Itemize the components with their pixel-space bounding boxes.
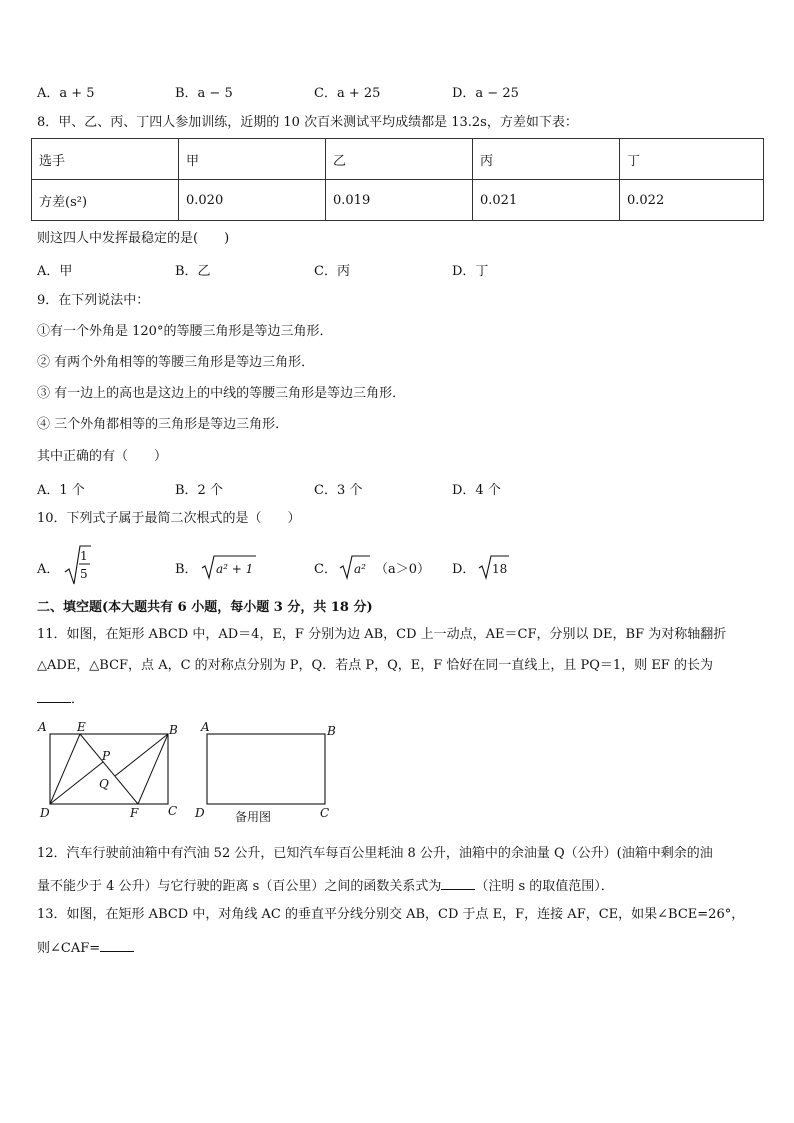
table-row	[32, 180, 764, 221]
q10-option-a-letter: A．	[37, 562, 60, 577]
q8-option-b: B．乙	[175, 264, 211, 279]
q11-line-3-end: ．	[71, 692, 85, 707]
q8-option-a: A．甲	[37, 264, 73, 279]
q10-d-radicand: 18	[492, 562, 508, 576]
table-cell: 0.022	[620, 180, 764, 221]
q13-line-2-text: 则∠CAF=	[37, 941, 101, 956]
q11-line-1: 11．如图，在矩形 ABCD 中，AD＝4，E，F 分别为边 AB，CD 上一动点，AE＝CF，分别以 DE，BF 为对称轴翻折	[37, 627, 727, 642]
answer-blank	[441, 875, 475, 890]
q9-item-2: ② 有两个外角相等的等腰三角形是等边三角形．	[37, 355, 315, 370]
q9-stem: 9．在下列说法中：	[37, 293, 150, 308]
q7-option-b: B．a − 5	[175, 86, 233, 101]
label-c: C	[320, 806, 330, 820]
q12-line-2-a: 量不能少于 4 公升）与它行驶的距离 s（百公里）之间的函数关系式为	[37, 879, 442, 894]
label-d: D	[195, 806, 205, 820]
segment-ef	[80, 734, 138, 804]
q9-item-3: ③ 有一边上的高也是这边上的中线的等腰三角形是等边三角形．	[37, 386, 406, 401]
label-b: B	[169, 723, 178, 737]
q10-option-a-radical	[63, 544, 93, 586]
label-a: A	[201, 720, 210, 734]
q10-option-d-radical	[477, 554, 511, 580]
q11-line-3	[37, 688, 84, 709]
q9-item-4: ④ 三个外角都相等的三角形是等边三角形．	[37, 417, 289, 432]
q12-line-2	[37, 875, 614, 896]
q10-option-b-letter: B．	[175, 562, 198, 577]
q12-line-2-b: （注明 s 的取值范围）．	[475, 879, 614, 894]
q10-c-radicand: a²	[354, 562, 366, 576]
q7-option-a: A．a + 5	[37, 86, 95, 101]
table-cell: 0.021	[473, 180, 620, 221]
label-p: P	[102, 749, 111, 763]
answer-blank	[100, 937, 134, 952]
q7-option-c: C．a + 25	[314, 86, 381, 101]
q10-options	[37, 544, 757, 588]
segment-bf	[138, 734, 168, 804]
table-row	[32, 139, 764, 180]
segment-bq	[115, 734, 168, 776]
q10-option-b-radical	[200, 554, 260, 580]
q7-options	[37, 82, 757, 102]
q11-figure-spare	[193, 718, 343, 826]
q13-line-2	[37, 937, 134, 958]
answer-blank	[37, 688, 71, 703]
label-b: B	[327, 724, 336, 738]
q10-stem: 10．下列式子属于最简二次根式的是（ ）	[37, 511, 301, 526]
label-c: C	[168, 804, 178, 818]
q8-option-c: C．丙	[314, 264, 350, 279]
q10-option-c-radical	[338, 554, 372, 580]
q9-option-a: A．1 个	[37, 483, 85, 498]
label-e: E	[77, 720, 86, 734]
table-cell: 丁	[620, 139, 764, 180]
table-cell: 乙	[326, 139, 473, 180]
variance-table	[31, 138, 764, 221]
section-title: 二、填空题(本大题共有 6 小题，每小题 3 分，共 18 分)	[37, 600, 373, 615]
table-cell: 0.019	[326, 180, 473, 221]
label-q: Q	[99, 777, 109, 791]
q9-item-1: ①有一个外角是 120°的等腰三角形是等边三角形．	[37, 324, 333, 339]
q9-option-c: C．3 个	[314, 483, 363, 498]
table-cell: 方差(s²)	[32, 180, 179, 221]
q10-a-denominator: 5	[80, 567, 88, 581]
q10-option-c-letter: C．	[314, 562, 337, 577]
table-cell: 甲	[179, 139, 326, 180]
table-cell: 丙	[473, 139, 620, 180]
q11-line-2: △ADE，△BCF，点 A，C 的对称点分别为 P，Q．若点 P，Q，E，F 恰好在同一直线上，且 PQ＝1，则 EF 的长为	[37, 658, 713, 673]
q9-options	[37, 479, 757, 499]
segment-de	[50, 734, 80, 804]
table-cell: 0.020	[179, 180, 326, 221]
q10-c-condition: （a＞0）	[375, 562, 431, 577]
q10-option-d-letter: D．	[452, 562, 476, 577]
q8-options	[37, 260, 757, 280]
q10-b-radicand: a² + 1	[216, 562, 254, 576]
q9-option-d: D．4 个	[452, 483, 501, 498]
q11-figure-main	[35, 718, 185, 822]
q8-stem: 8．甲、乙、丙、丁四人参加训练，近期的 10 次百米测试平均成绩都是 13.2s，方差如下表：	[37, 115, 578, 130]
table-cell: 选手	[32, 139, 179, 180]
q8-question: 则这四人中发挥最稳定的是( )	[37, 231, 230, 246]
q13-line-1: 13．如图，在矩形 ABCD 中，对角线 AC 的垂直平分线分别交 AB，CD 于点 E，F，连接 AF，CE，如果∠BCE=26°，	[37, 907, 745, 922]
label-a: A	[38, 720, 47, 734]
q9-question: 其中正确的有（ ）	[37, 449, 168, 464]
q7-option-d: D．a − 25	[452, 86, 519, 101]
label-d: D	[40, 806, 50, 820]
figure-caption: 备用图	[235, 810, 272, 824]
label-f: F	[130, 806, 139, 820]
q10-a-numerator: 1	[80, 549, 88, 563]
q9-option-b: B．2 个	[175, 483, 223, 498]
q12-line-1: 12．汽车行驶前油箱中有汽油 52 公升，已知汽车每百公里耗油 8 公升，油箱中的余油量 Q（公升）(油箱中剩余的油	[37, 846, 713, 861]
q8-option-d: D．丁	[452, 264, 489, 279]
rectangle-abcd-spare	[207, 734, 325, 804]
segment-dp	[50, 762, 103, 804]
